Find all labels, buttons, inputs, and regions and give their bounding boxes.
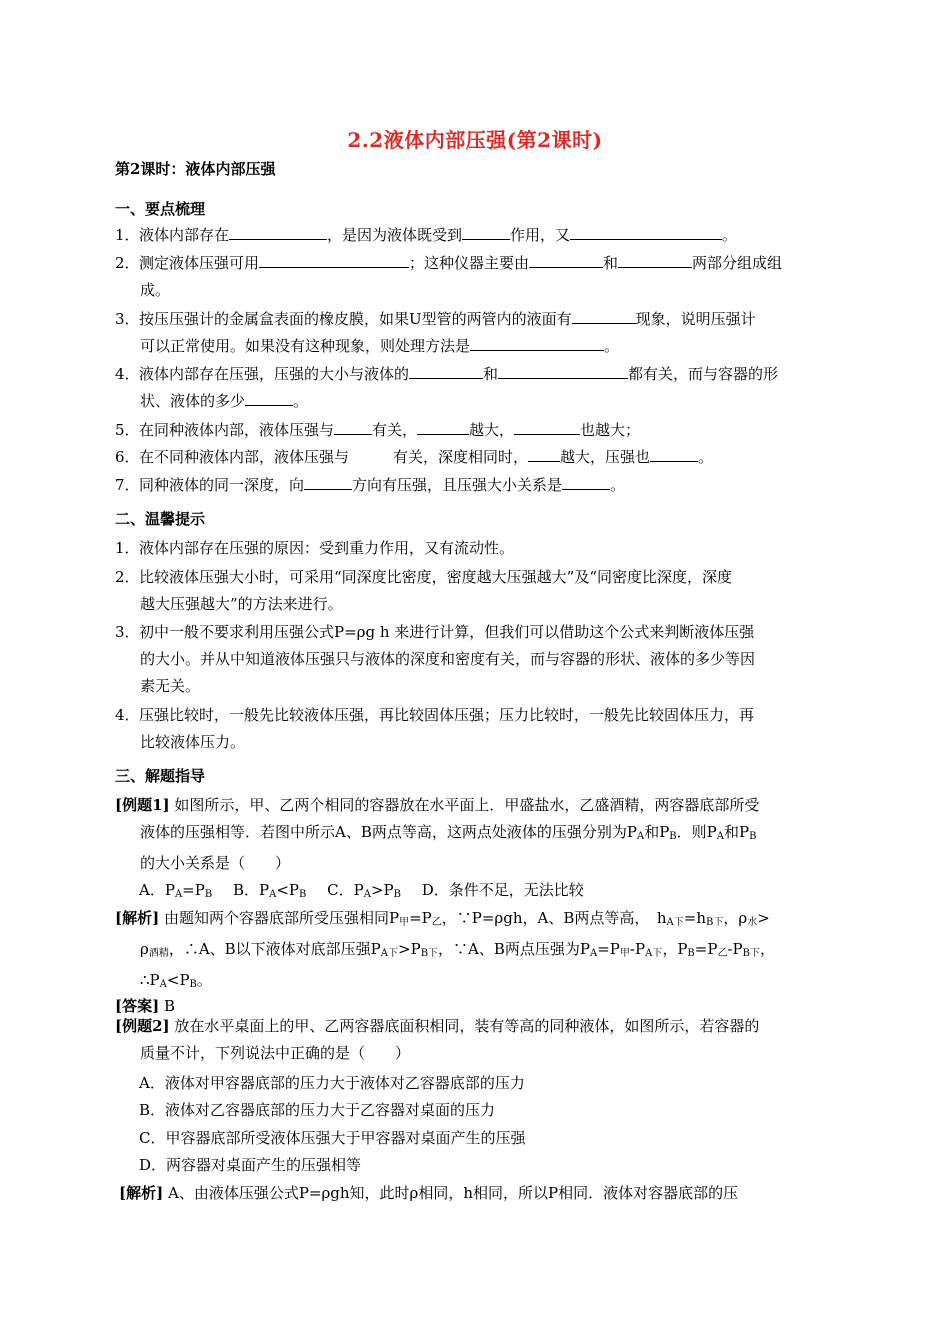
fill-blank[interactable] — [570, 224, 722, 240]
fill-blank[interactable] — [245, 390, 293, 406]
fill-blank[interactable] — [470, 335, 604, 351]
fill-blank[interactable] — [462, 224, 510, 240]
list-item: 7．同种液体的同一深度，向 方向有压强，且压强大小关系是 。 — [115, 476, 626, 494]
list-item: 3．初中一般不要求利用压强公式P=ρg h 来进行计算，但我们可以借助这个公式来判断液体压强 的大小。并从中知道液体压强只与液体的深度和密度有关，而与容器的形状、液体的多少等因 素无关。 — [115, 623, 756, 695]
fill-blank[interactable] — [529, 252, 603, 268]
fill-blank[interactable] — [514, 419, 580, 435]
analysis-1: [解析] 由题知两个容器底部所受压强相同$P_甲=P_乙$，∵P=ρgh，A、B两点等高， $h_{A下}=h_{B下}$，$\rho_水>$ $\rho_{酒精}$，∴A、B以下液体对底部压强$P_{A下}>P_{B下}$，∵A、B两点压强为$P_A=P_甲-P_{A下}$，$P_B=P_乙-P_{B下}$， $\therefore P_A<P_B$。 — [115, 909, 775, 990]
example-2-option-c: C．甲容器底部所受液体压强大于甲容器对桌面产生的压强 — [139, 1129, 526, 1147]
list-item: 2．测定液体压强可用 ；这种仪器主要由 和 两部分组成组 成。 — [115, 254, 783, 299]
fill-blank[interactable] — [498, 363, 628, 379]
example-1: [例题1] 如图所示，甲、乙两个相同的容器放在水平面上．甲盛盐水，乙盛酒精，两容器底部所受 液体的压强相等．若图中所示A、B两点等高，这两点处液体的压强分别为$P_A$和$P_B$．则$P_A$和$P_B$ 的大小关系是（ ） — [115, 796, 760, 872]
list-item: 6．在不同种液体内部，液体压强与 有关，深度相同时， 越大，压强也 。 — [115, 448, 714, 466]
fill-blank[interactable] — [259, 252, 409, 268]
fill-blank[interactable] — [409, 363, 483, 379]
example-1-options: A．$P_A=P_B$ B．$P_A<P_B$ C．$P_A>P_B$ D．条件不足，无法比较 — [139, 881, 584, 900]
fill-blank[interactable] — [528, 446, 560, 462]
example-2: [例题2] 放在水平桌面上的甲、乙两容器底面积相同，装有等高的同种液体，如图所示，若容器的 质量不计，下列说法中正确的是（ ） — [115, 1017, 760, 1062]
list-item: 4．压强比较时，一般先比较液体压强，再比较固体压强；压力比较时，一般先比较固体压力，再 比较液体压力。 — [115, 706, 755, 751]
list-item: 2．比较液体压强大小时，可采用“同深度比密度，密度越大压强越大”及“同密度比深度，深度 越大压强越大”的方法来进行。 — [115, 568, 733, 613]
fill-blank[interactable] — [650, 446, 698, 462]
fill-blank[interactable] — [417, 419, 469, 435]
section1-heading: 一、要点梳理 — [115, 200, 206, 218]
example-2-option-a: A．液体对甲容器底部的压力大于液体对乙容器底部的压力 — [139, 1074, 525, 1092]
fill-blank[interactable] — [562, 474, 610, 490]
fill-blank[interactable] — [229, 224, 327, 240]
list-item: 3．按压压强计的金属盒表面的橡皮膜，如果U型管的两管内的液面有 现象，说明压强计 可以正常使用。如果没有这种现象，则处理方法是 。 — [115, 310, 756, 355]
list-item: 1．液体内部存在压强的原因：受到重力作用，又有流动性。 — [115, 539, 515, 557]
fill-blank[interactable] — [618, 252, 692, 268]
list-item: 5．在同种液体内部，液体压强与 有关， 越大， 也越大； — [115, 421, 641, 439]
section3-heading: 三、解题指导 — [115, 767, 206, 785]
fill-blank[interactable] — [572, 308, 636, 324]
fill-blank[interactable] — [304, 474, 352, 490]
section2-heading: 二、温馨提示 — [115, 510, 206, 528]
fill-blank[interactable] — [334, 419, 372, 435]
example-2-option-d: D．两容器对桌面产生的压强相等 — [139, 1156, 362, 1174]
list-item: 1．液体内部存在 ，是因为液体既受到 作用，又 。 — [115, 226, 738, 244]
example-2-option-b: B．液体对乙容器底部的压力大于乙容器对桌面的压力 — [139, 1101, 496, 1119]
answer-1: [答案] B — [115, 997, 176, 1015]
subtitle: 第2课时：液体内部压强 — [115, 160, 276, 178]
analysis-2: [解析] A、由液体压强公式P=ρgh知，此时ρ相同，h相同，所以P相同．液体对容器底部的压 — [119, 1184, 739, 1202]
page-title: 2.2液体内部压强(第2课时) — [347, 128, 603, 152]
list-item: 4．液体内部存在压强，压强的大小与液体的 和 都有关，而与容器的形 状、液体的多少 。 — [115, 365, 779, 410]
